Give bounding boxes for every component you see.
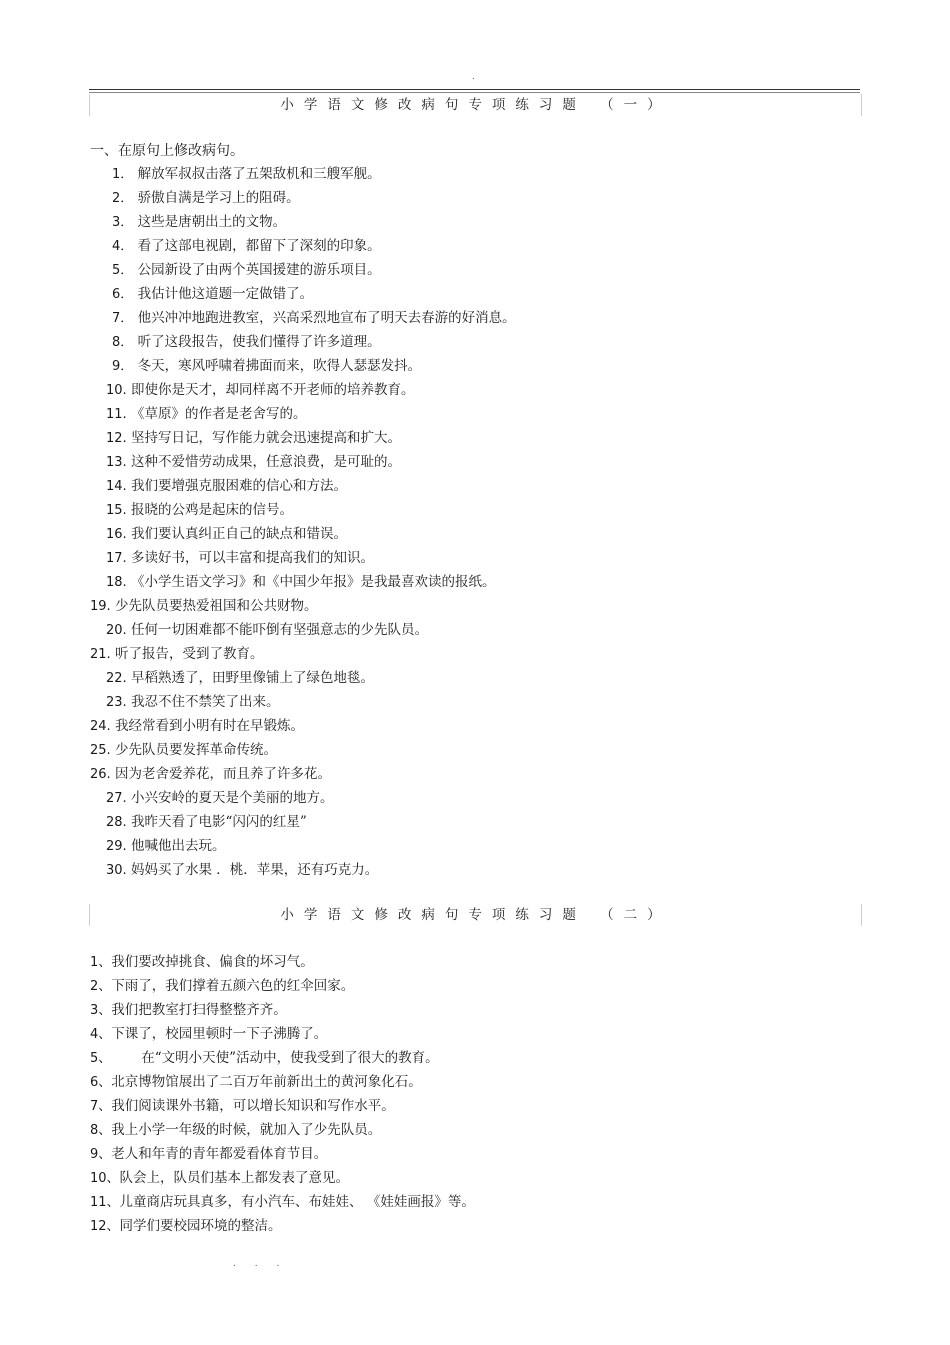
item-number: 4、: [90, 1027, 112, 1042]
exercise-item: [90, 1048, 439, 1069]
item-text: 北京博物馆展出了二百万年前新出土的黄河象化石。: [111, 1074, 422, 1090]
item-number: 8、: [90, 1123, 112, 1138]
exercise-item: [106, 836, 225, 857]
item-text: 下课了，校园里顿时一下子沸腾了。: [111, 1026, 328, 1042]
item-text: 这种不爱惜劳动成果，任意浪费，是可耻的。: [126, 454, 401, 470]
item-number: 11.: [106, 407, 127, 422]
item-number: 21.: [90, 647, 111, 662]
item-text: 骄傲自满是学习上的阻碍。: [133, 190, 300, 206]
item-text: 少先队员要发挥革命传统。: [110, 742, 277, 758]
item-number: 23.: [106, 695, 127, 710]
item-number: 13.: [106, 455, 127, 470]
item-text: 我忍不住不禁笑了出来。: [126, 694, 280, 710]
item-number: 6．: [112, 287, 134, 302]
page-title-one: 小学语文修改病句专项练习题 （一）: [89, 94, 862, 116]
item-text: 报晓的公鸡是起床的信号。: [126, 502, 293, 518]
item-text: 我们要认真纠正自己的缺点和错误。: [126, 526, 347, 542]
exercise-item: [106, 452, 401, 473]
top-rule-thin: [89, 92, 860, 93]
exercise-item: [106, 860, 378, 881]
item-number: 3、: [90, 1003, 112, 1018]
item-text: 看了这部电视剧，都留下了深刻的印象。: [133, 238, 381, 254]
exercise-item: [90, 1096, 395, 1117]
exercise-item: [106, 380, 414, 401]
exercise-item: [90, 1120, 381, 1141]
item-number: 10.: [106, 383, 127, 398]
item-number: 20.: [106, 623, 127, 638]
exercise-item: [90, 596, 317, 617]
item-text: 听了这段报告，使我们懂得了许多道理。: [133, 334, 381, 350]
item-number: 14.: [106, 479, 127, 494]
item-text: 他兴冲冲地跑进教室，兴高采烈地宣布了明天去春游的好消息。: [133, 310, 516, 326]
item-number: 8．: [112, 335, 134, 350]
item-number: 18.: [106, 575, 127, 590]
item-number: 11、: [90, 1195, 120, 1210]
item-text: 下雨了，我们撑着五颜六色的红伞回家。: [111, 978, 355, 994]
exercise-item: [106, 812, 307, 833]
exercise-item: [106, 404, 306, 425]
exercise-item: [90, 1216, 282, 1237]
top-rule: [89, 89, 860, 90]
item-text: 我经常看到小明有时在早锻炼。: [110, 718, 304, 734]
item-number: 7．: [112, 311, 134, 326]
footer-dots: . . .: [233, 1259, 288, 1269]
exercise-item: [90, 976, 354, 997]
exercise-item: [112, 260, 381, 281]
exercise-item: [106, 476, 347, 497]
exercise-item: [112, 236, 381, 257]
item-number: 5．: [112, 263, 134, 278]
exercise-item: [106, 572, 495, 593]
item-number: 12.: [106, 431, 127, 446]
item-number: 19.: [90, 599, 111, 614]
exercise-item: [106, 548, 374, 569]
item-number: 22.: [106, 671, 127, 686]
item-text: 妈妈买了水果 ．桃．苹果，还有巧克力。: [126, 862, 379, 878]
item-text: 冬天，寒风呼啸着拂面而来，吹得人瑟瑟发抖。: [133, 358, 422, 374]
item-number: 7、: [90, 1099, 112, 1114]
exercise-item: [106, 524, 347, 545]
item-number: 3．: [112, 215, 134, 230]
item-text: 任何一切困难都不能吓倒有坚强意志的少先队员。: [126, 622, 428, 638]
exercise-item: [112, 356, 421, 377]
item-text: 我昨天看了电影“闪闪的红星”: [126, 814, 307, 830]
item-text: 公园新设了由两个英国援建的游乐项目。: [133, 262, 381, 278]
item-number: 10、: [90, 1171, 120, 1186]
exercise-item: [112, 164, 381, 185]
item-number: 25.: [90, 743, 111, 758]
exercise-item: [90, 1024, 327, 1045]
item-text: 坚持写日记，写作能力就会迅速提高和扩大。: [126, 430, 401, 446]
exercise-item: [112, 284, 313, 305]
exercise-item: [90, 1144, 327, 1165]
item-number: 6、: [90, 1075, 112, 1090]
section-one-heading: 一、在原句上修改病句。: [90, 143, 244, 159]
exercise-item: [106, 692, 279, 713]
exercise-item: [106, 788, 333, 809]
exercise-item: [90, 764, 331, 785]
item-number: 2．: [112, 191, 134, 206]
item-text: 解放军叔叔击落了五架敌机和三艘军舰。: [133, 166, 381, 182]
item-text: 队会上，队员们基本上都发表了意见。: [119, 1170, 350, 1186]
item-number: 28.: [106, 815, 127, 830]
item-text: 我们要改掉挑食、偏食的坏习气。: [111, 954, 314, 970]
item-text: 老人和年青的青年都爱看体育节目。: [111, 1146, 328, 1162]
item-number: 27.: [106, 791, 127, 806]
item-text: 早稻熟透了，田野里像铺上了绿色地毯。: [126, 670, 374, 686]
item-number: 9．: [112, 359, 134, 374]
exercise-item: [106, 620, 428, 641]
exercise-item: [90, 1168, 349, 1189]
exercise-item: [90, 952, 314, 973]
exercise-item: [106, 668, 374, 689]
page-title-two: 小学语文修改病句专项练习题 （二）: [89, 904, 862, 926]
item-text: 少先队员要热爱祖国和公共财物。: [110, 598, 318, 614]
exercise-item: [90, 1072, 422, 1093]
item-text: 即使你是天才，却同样离不开老师的培养教育。: [126, 382, 415, 398]
exercise-item: [112, 188, 300, 209]
exercise-item: [106, 500, 293, 521]
item-number: 5、: [90, 1051, 112, 1066]
item-number: 1、: [90, 955, 112, 970]
item-text: 我上小学一年级的时候，就加入了少先队员。: [111, 1122, 382, 1138]
item-text: 因为老舍爱养花，而且养了许多花。: [110, 766, 331, 782]
item-number: 26.: [90, 767, 111, 782]
item-text: 在“文明小天使”活动中，使我受到了很大的教育。: [141, 1050, 439, 1066]
item-number: 30.: [106, 863, 127, 878]
item-text: 同学们要校园环境的整洁。: [119, 1218, 282, 1234]
item-number: 24.: [90, 719, 111, 734]
item-text: 我们阅读课外书籍，可以增长知识和写作水平。: [111, 1098, 395, 1114]
item-text: 他喊他出去玩。: [126, 838, 226, 854]
exercise-item: [90, 1000, 287, 1021]
item-number: 29.: [106, 839, 127, 854]
exercise-item: [90, 716, 304, 737]
exercise-item: [112, 212, 286, 233]
item-number: 9、: [90, 1147, 112, 1162]
item-text: 我估计他这道题一定做错了。: [133, 286, 314, 302]
exercise-item: [90, 644, 263, 665]
item-number: 16.: [106, 527, 127, 542]
item-number: 15.: [106, 503, 127, 518]
exercise-item: [112, 332, 381, 353]
item-text: 我们把教室打扫得整整齐齐。: [111, 1002, 287, 1018]
exercise-item: [112, 308, 516, 329]
item-text: 小兴安岭的夏天是个美丽的地方。: [126, 790, 334, 806]
item-number: 17.: [106, 551, 127, 566]
item-text: 多读好书，可以丰富和提高我们的知识。: [126, 550, 374, 566]
item-number: 1．: [112, 167, 134, 182]
exercise-item: [90, 1192, 475, 1213]
item-text: 儿童商店玩具真多，有小汽车、布娃娃、 《娃娃画报》等。: [119, 1194, 475, 1210]
item-text: 《草原》的作者是老舍写的。: [126, 406, 307, 422]
item-number: 4．: [112, 239, 134, 254]
item-text: 这些是唐朝出土的文物。: [133, 214, 287, 230]
item-text: 《小学生语文学习》和《中国少年报》是我最喜欢读的报纸。: [126, 574, 496, 590]
item-text: 听了报告，受到了教育。: [110, 646, 264, 662]
header-dot: .: [472, 72, 475, 82]
item-text: 我们要增强克服困难的信心和方法。: [126, 478, 347, 494]
exercise-item: [90, 740, 277, 761]
item-number: 12、: [90, 1219, 120, 1234]
item-number: 2、: [90, 979, 112, 994]
exercise-item: [106, 428, 401, 449]
